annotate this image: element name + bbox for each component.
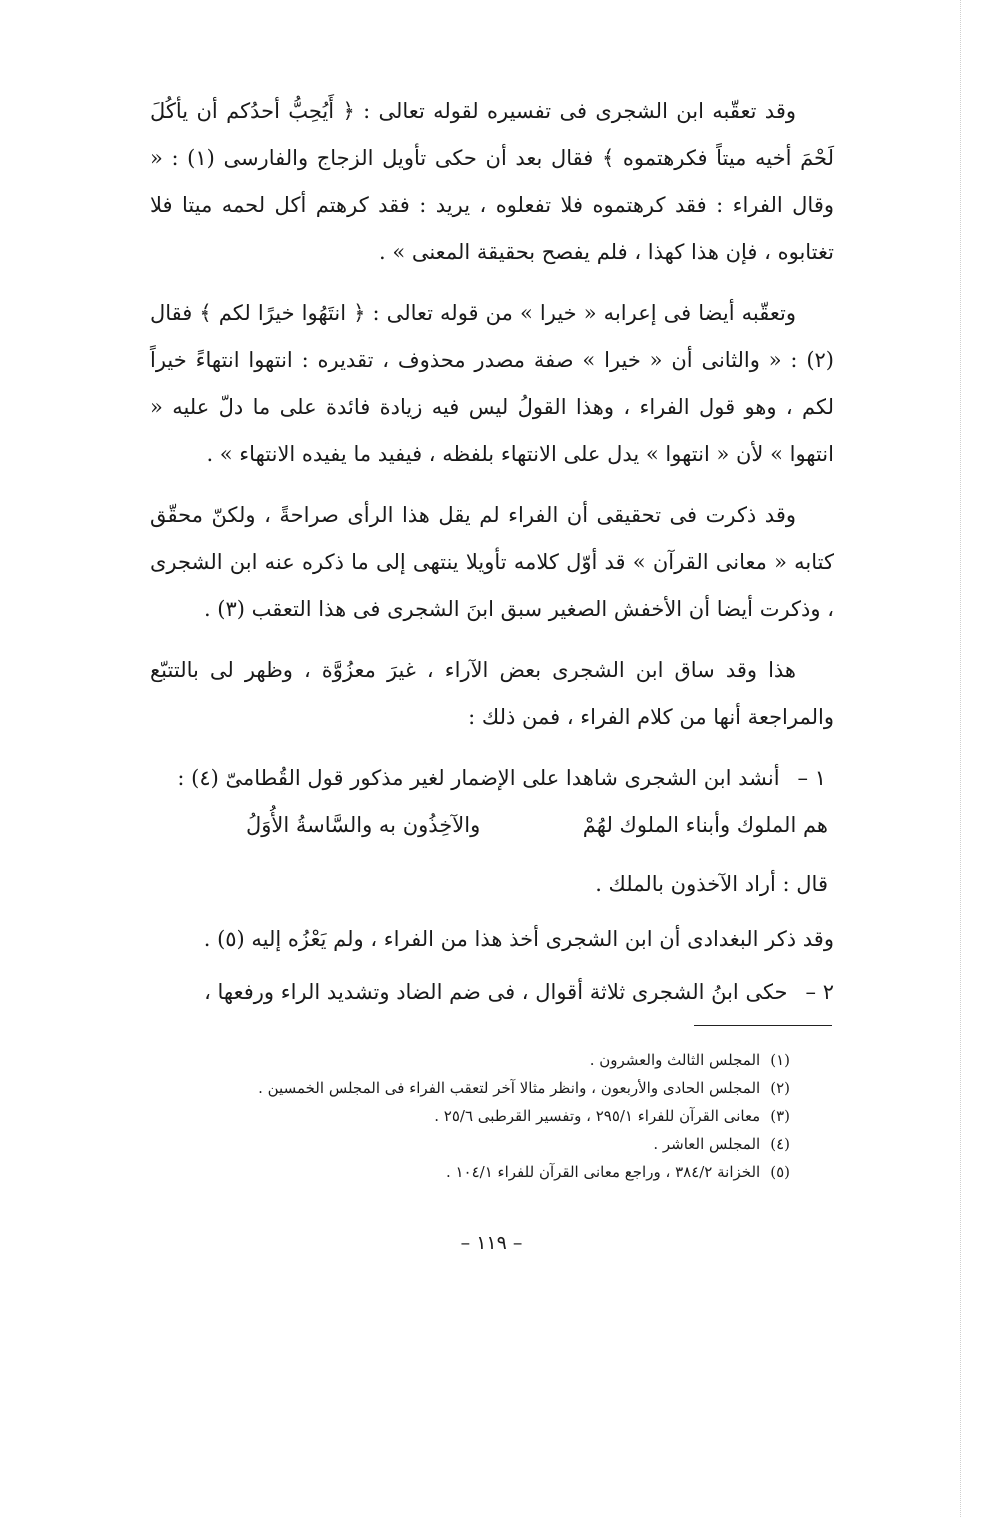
footnote-2 (150, 1074, 790, 1102)
footnote-text: المجلس الحادى والأربعون ، وانظر مثالا آخر لتعقب الفراء فى المجلس الخمسين . (258, 1079, 761, 1097)
item-2-text: حكى ابنُ الشجرى ثلاثة أقوال ، فى ضم الضاد وتشديد الراء ورفعها ، (204, 980, 788, 1004)
footnote-text: معانى القرآن للفراء ٢٩٥/١ ، وتفسير القرطبى ٢٥/٦ . (434, 1107, 761, 1125)
item-2 (150, 969, 834, 1016)
paragraph-3: وقد ذكرت فى تحقيقى أن الفراء لم يقل هذا الرأى صراحةً ، ولكنّ محقّق كتابه « معانى القرآن » قد أوّل كلامه تأويلا ينتهى إلى ما ذكره عنه ابن الشجرى ، وذكرت أيضا أن الأخفش الصغير سبق ابنَ الشجرى فى هذا التعقب (٣) . (150, 503, 834, 621)
item-2-number: ٢ – (805, 980, 834, 1004)
paragraph-2: وتعقّبه أيضا فى إعرابه « خيرا » من قوله تعالى : ﴿ انتَهُوا خيرًا لكم ﴾ فقال (٢) : « والثانى أن « خيرا » صفة مصدر محذوف ، تقديره : انتهوا انتهاءً خيراً لكم ، وهو قول الفراء ، وهذا القولُ ليس فيه زيادة فائدة على ما دلّ عليه « انتهوا » لأن « انتهوا » يدل على الانتهاء بلفظه ، فيفيد ما يفيده الانتهاء » . (150, 301, 834, 466)
footnote-separator (694, 1025, 832, 1026)
footnote-number: (٢) (770, 1079, 790, 1097)
item-2-heading (150, 969, 834, 1016)
verse-second-hemistich: والآخِذُون به والسَّاسةُ الأُوَلُ (246, 813, 481, 837)
scan-edge-line (960, 0, 961, 1517)
page-number: – ١١٩ – (460, 1232, 523, 1254)
poem-verse (150, 802, 834, 849)
item-1-text: أنشد ابن الشجرى شاهدا على الإضمار لغير مذكور قول القُطامىّ (٤) : (177, 766, 780, 790)
page-body (150, 88, 834, 1016)
footnote-number: (٣) (770, 1107, 790, 1125)
footnote-text: الخزانة ٣٨٤/٢ ، وراجع معانى القرآن للفراء ١٠٤/١ . (445, 1163, 761, 1181)
item-1-number: ١ – (797, 766, 826, 790)
footnote-number: (٤) (770, 1135, 790, 1153)
paragraph-1: وقد تعقّبه ابن الشجرى فى تفسيره لقوله تعالى : ﴿ أَيُحِبُّ أحدُكم أن يأكُلَ لَحْمَ أخيه ميتاً فكرهتموه ﴾ فقال بعد أن حكى تأويل الزجاج والفارسى (١) : « وقال الفراء : فقد كرهتموه فلا تفعلوه ، يريد : فقد كرهتم أكل لحمه ميتا فلا تغتابوه ، فإن هذا كهذا ، فلم يفصح بحقيقة المعنى » . (150, 99, 834, 264)
footnote-text: المجلس الثالث والعشرون . (589, 1051, 761, 1069)
footnotes (150, 1046, 790, 1186)
footnote-number: (١) (770, 1051, 790, 1069)
paragraph-4: هذا وقد ساق ابن الشجرى بعض الآراء ، غيرَ معزُوَّة ، وظهر لى بالتتبّع والمراجعة أنها من كلام الفراء ، فمن ذلك : (150, 658, 834, 729)
verse-first-hemistich: هم الملوك وأبناء الملوك لهُمْ (582, 813, 828, 837)
item-1-said: قال : أراد الآخذون بالملك . (595, 872, 828, 896)
footnote-text: المجلس العاشر . (653, 1135, 761, 1153)
footnote-4 (150, 1130, 790, 1158)
item-1-heading (150, 755, 826, 802)
footnote-5 (150, 1158, 790, 1186)
item-1 (150, 755, 834, 963)
footnote-number: (٥) (770, 1163, 790, 1181)
item-1-follow: وقد ذكر البغدادى أن ابن الشجرى أخذ هذا من الفراء ، ولم يَعْزُه إليه (٥) . (203, 927, 834, 951)
footnote-1 (150, 1046, 790, 1074)
footnote-3 (150, 1102, 790, 1130)
